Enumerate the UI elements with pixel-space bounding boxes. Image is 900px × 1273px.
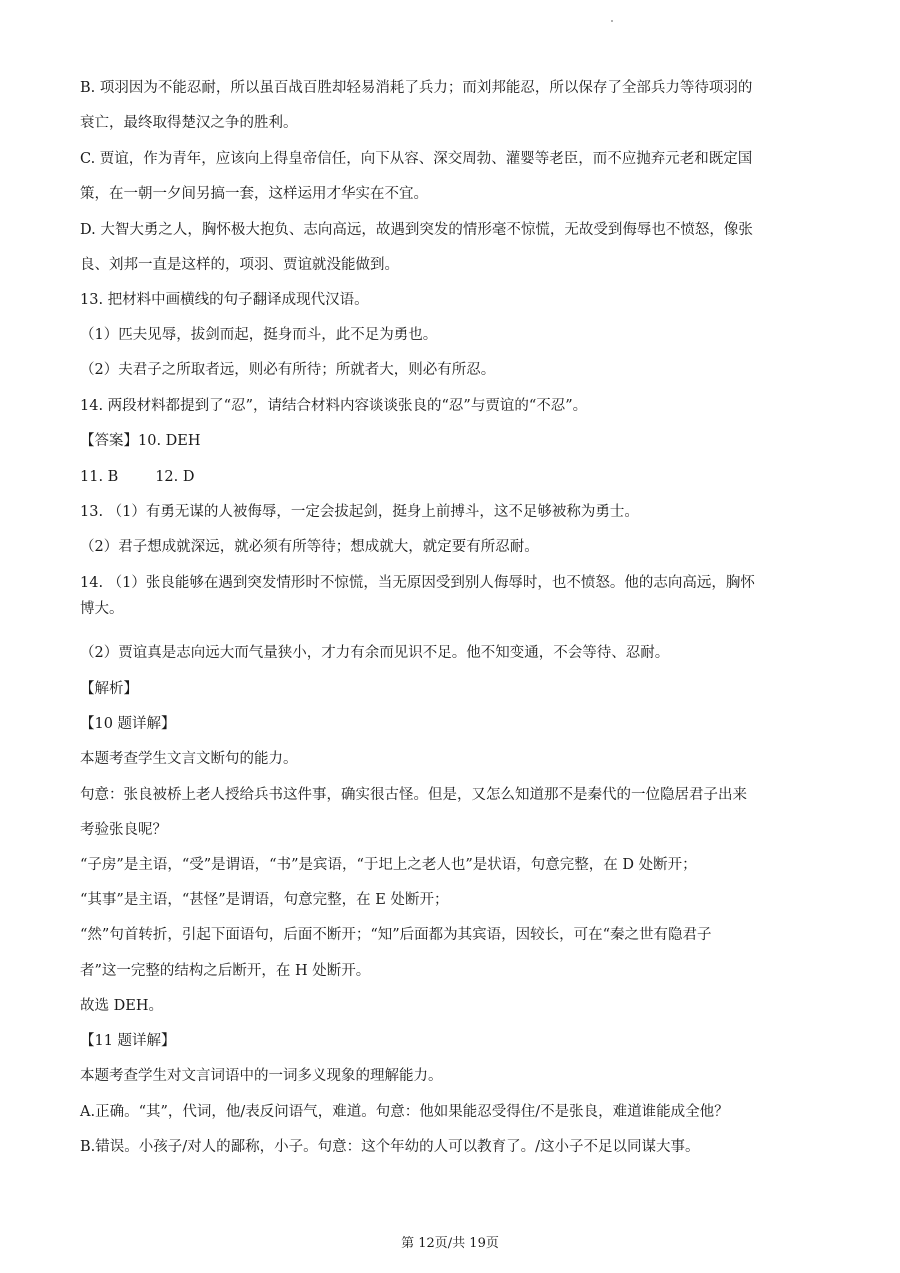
answer-heading: 【答案】10. DEH (80, 433, 201, 449)
answer-13-part-2: （2）君子想成就深远，就必须有所等待；想成就大，就定要有所忍耐。 (80, 539, 539, 555)
option-b-line-1: B. 项羽因为不能忍耐，所以虽百战百胜却轻易消耗了兵力；而刘邦能忍，所以保存了全部兵力等待项羽的 (80, 80, 753, 96)
page-footer: 第 12页/共 19页 (401, 1236, 499, 1251)
question-13-part-2: （2）夫君子之所取者远，则必有所待；所就者大，则必有所忍。 (80, 362, 496, 378)
q11-detail-heading: 【11 题详解】 (80, 1033, 176, 1049)
answer-14-part-1-line-1: 14. （1）张良能够在遇到突发情形时不惊慌，当无原因受到别人侮辱时，也不愤怒。他的志向高远，胸怀 (80, 575, 755, 591)
option-c-line-1: C. 贾谊，作为青年，应该向上得皇帝信任，向下从容、深交周勃、灌婴等老臣，而不应抛弃元老和既定国 (80, 151, 753, 167)
answer-11-12: 11. B 12. D (80, 469, 195, 485)
question-14: 14. 两段材料都提到了“忍”，请结合材料内容谈谈张良的“忍”与贾谊的“不忍”。 (80, 398, 588, 414)
question-13: 13. 把材料中画横线的句子翻译成现代汉语。 (80, 292, 369, 308)
q10-meaning-line-1: 句意：张良被桥上老人授给兵书这件事，确实很古怪。但是，又怎么知道那不是秦代的一位隐居君子出来 (80, 787, 747, 803)
scan-dot (611, 20, 613, 22)
q10-analysis-h-line-1: “然”句首转折，引起下面语句，后面不断开；“知”后面都为其宾语，因较长，可在“秦之世有隐君子 (80, 927, 712, 943)
q10-analysis-e: “其事”是主语，“甚怪”是谓语，句意完整，在 E 处断开； (80, 892, 449, 908)
answer-14-part-1-line-2: 博大。 (80, 601, 124, 617)
q11-option-a: A.正确。“其”，代词，他/表反问语气，难道。句意：他如果能忍受得住/不是张良，难道谁能成全他？ (80, 1104, 729, 1120)
q10-detail-heading: 【10 题详解】 (80, 716, 176, 732)
q10-conclusion: 故选 DEH。 (80, 998, 163, 1014)
analysis-heading: 【解析】 (80, 681, 138, 697)
option-b-line-2: 衰亡，最终取得楚汉之争的胜利。 (80, 115, 298, 131)
q10-analysis-h-line-2: 者”这一完整的结构之后断开，在 H 处断开。 (80, 963, 371, 979)
option-d-line-2: 良、刘邦一直是这样的，项羽、贾谊就没能做到。 (80, 257, 399, 273)
q10-analysis-d: “子房”是主语，“受”是谓语，“书”是宾语，“于圯上之老人也”是状语，句意完整，在 D 处断开； (80, 857, 697, 873)
option-c-line-2: 策，在一朝一夕间另搞一套，这样运用才华实在不宜。 (80, 186, 428, 202)
answer-13-part-1: 13. （1）有勇无谋的人被侮辱，一定会拔起剑，挺身上前搏斗，这不足够被称为勇士。 (80, 504, 639, 520)
answer-14-part-2: （2）贾谊真是志向远大而气量狭小，才力有余而见识不足。他不知变通，不会等待、忍耐。 (80, 645, 670, 661)
question-13-part-1: （1）匹夫见辱，拔剑而起，挺身而斗，此不足为勇也。 (80, 327, 438, 343)
q11-intro: 本题考查学生对文言词语中的一词多义现象的理解能力。 (80, 1068, 443, 1084)
option-d-line-1: D. 大智大勇之人，胸怀极大抱负、志向高远，故遇到突发的情形毫不惊慌，无故受到侮辱也不愤怒，像张 (80, 222, 753, 238)
q10-meaning-line-2: 考验张良呢？ (80, 822, 167, 838)
q10-intro: 本题考查学生文言文断句的能力。 (80, 751, 298, 767)
q11-option-b: B.错误。小孩子/对人的鄙称，小子。句意：这个年幼的人可以教育了。/这小子不足以同谋大事。 (80, 1139, 700, 1155)
